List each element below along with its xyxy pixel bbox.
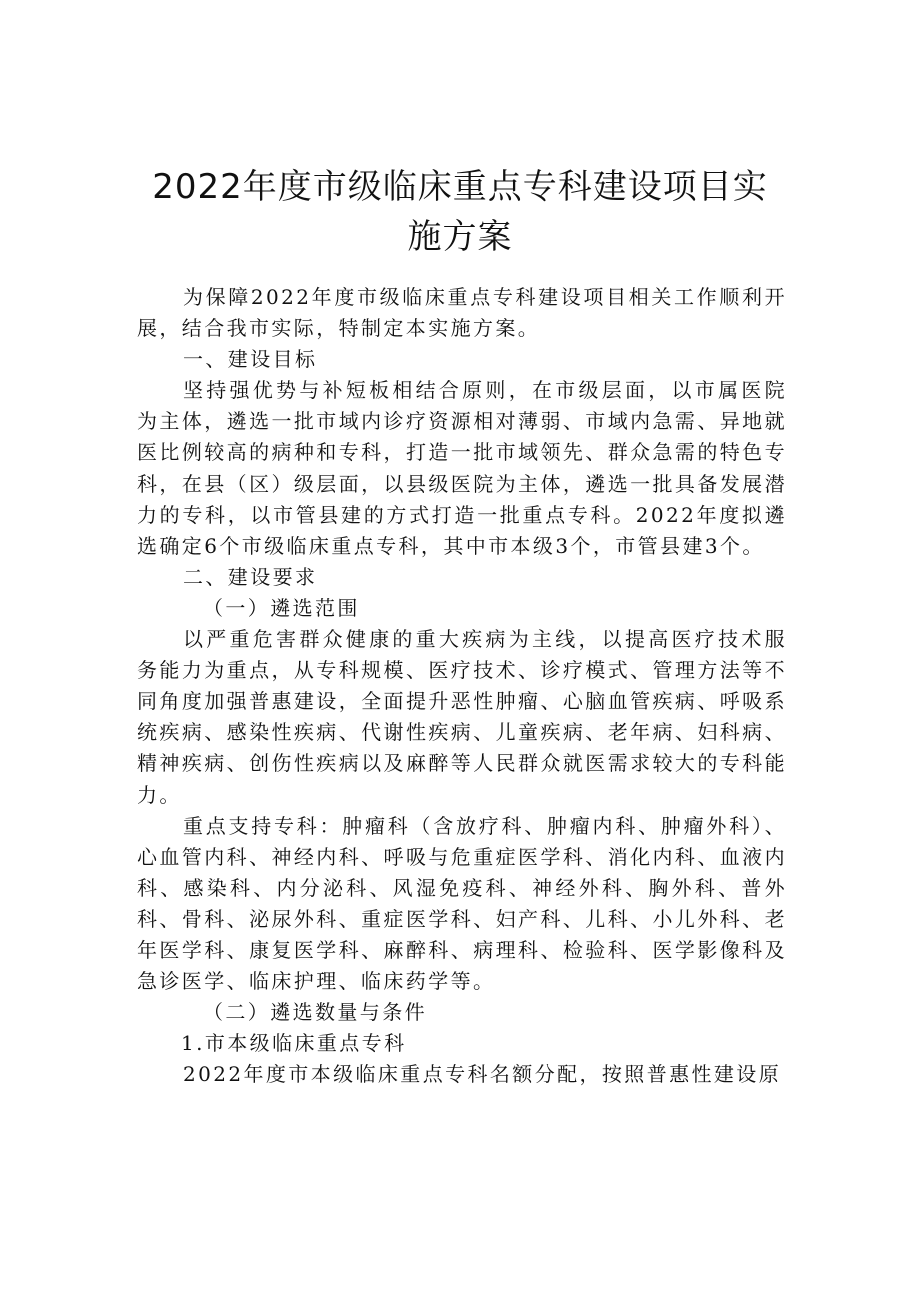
section-heading-goals: 一、建设目标 bbox=[183, 347, 318, 372]
subheading-quantity-conditions: （二）遴选数量与条件 bbox=[203, 1000, 427, 1025]
scope-paragraph: 以严重危害群众健康的重大疾病为主线，以提高医疗技术服务能力为重点，从专科规模、医疗技术、诊疗模式、管理方法等不同角度加强普惠建设，全面提升恶性肿瘤、心脑血管疾病、呼吸系统疾病、感染性疾病、代谢性疾病、儿童疾病、老年病、妇科病、精神疾病、创伤性疾病以及麻醉等人民群众就医需求较大的专科能力。 bbox=[137, 627, 787, 807]
supported-specialties-paragraph: 重点支持专科：肿瘤科（含放疗科、肿瘤内科、肿瘤外科）、心血管内科、神经内科、呼吸与危重症医学科、消化内科、血液内科、感染科、内分泌科、风湿免疫科、神经外科、胸外科、普外科、骨科、泌尿外科、重症医学科、妇产科、儿科、小儿外科、老年医学科、康复医学科、麻醉科、病理科、检验科、医学影像科及急诊医学、临床护理、临床药学等。 bbox=[137, 813, 787, 994]
section-heading-requirements: 二、建设要求 bbox=[183, 564, 318, 589]
document-title-line-1: 2022年度市级临床重点专科建设项目实 bbox=[152, 167, 768, 207]
subheading-selection-scope: （一）遴选范围 bbox=[203, 595, 360, 620]
goals-paragraph: 坚持强优势与补短板相结合原则，在市级层面，以市属医院为主体，遴选一批市域内诊疗资源相对薄弱、市域内急需、异地就医比例较高的病种和专科，打造一批市域领先、群众急需的特色专科，在县（区）级层面，以县级医院为主体，遴选一批具备发展潜力的专科，以市管县建的方式打造一批重点专科。2022年度拟遴选确定6个市级临床重点专科，其中市本级3个，市管县建3个。 bbox=[137, 378, 787, 558]
quota-paragraph: 2022年度市本级临床重点专科名额分配，按照普惠性建设原 bbox=[183, 1062, 782, 1087]
document-body bbox=[137, 282, 787, 1090]
numbered-heading-city-level: 1.市本级临床重点专科 bbox=[181, 1031, 407, 1056]
intro-paragraph: 为保障2022年度市级临床重点专科建设项目相关工作顺利开展，结合我市实际，特制定本实施方案。 bbox=[137, 285, 787, 341]
document-title-line-2: 施方案 bbox=[407, 217, 513, 257]
